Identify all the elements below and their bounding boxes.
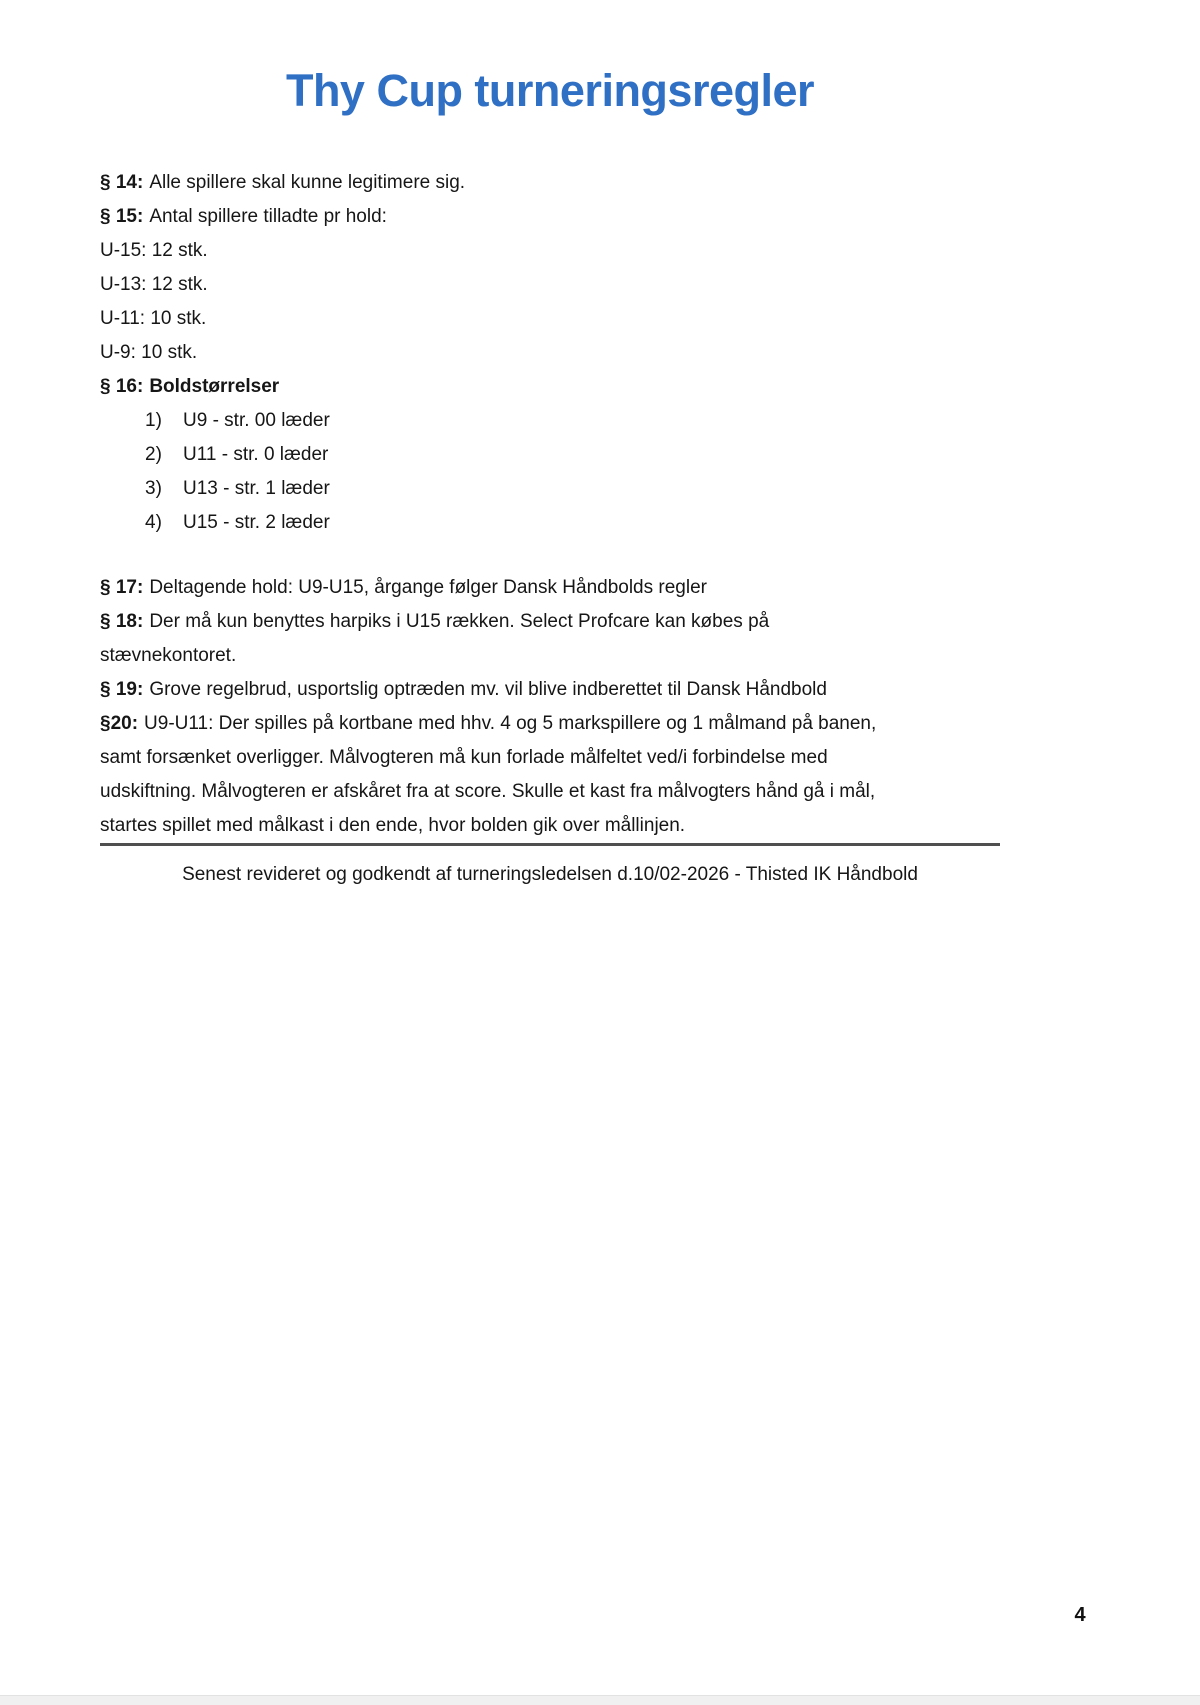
paragraph-14-label: § 14: (100, 172, 144, 193)
squad-size-u15: U-15: 12 stk. (100, 240, 208, 261)
document-content (100, 0, 1000, 892)
paragraph-20-line-4: startes spillet med målkast i den ende, hvor bolden gik over mållinjen. (100, 815, 686, 836)
paragraph-17-label: § 17: (100, 577, 144, 598)
squad-size-u9: U-9: 10 stk. (100, 342, 198, 363)
paragraph-15 (100, 200, 1000, 234)
paragraph-16-text: Boldstørrelser (149, 376, 280, 397)
ball-size-item-4-number: 4) (145, 512, 162, 533)
revision-note: Senest revideret og godkendt af turneringsledelsen d.10/02-2026 - Thisted IK Håndbold (182, 864, 918, 885)
paragraph-15-text: Antal spillere tilladte pr hold: (149, 206, 387, 227)
ball-size-item-2-number: 2) (145, 444, 162, 465)
page-number: 4 (1074, 1604, 1086, 1626)
paragraph-20 (100, 707, 1000, 843)
ball-size-item-2-text: U11 - str. 0 læder (183, 444, 329, 465)
paragraph-19-label: § 19: (100, 679, 144, 700)
paragraph-20-line-3: udskiftning. Målvogteren er afskåret fra at score. Skulle et kast fra målvogters hånd gå i mål, (100, 781, 876, 802)
squad-size-u13: U-13: 12 stk. (100, 274, 208, 295)
paragraph-17 (100, 571, 1000, 605)
paragraph-14 (100, 166, 1000, 200)
paragraph-20-line-1: U9-U11: Der spilles på kortbane med hhv. 4 og 5 markspillere og 1 målmand på banen, (144, 713, 877, 734)
ball-size-item-1-text: U9 - str. 00 læder (183, 410, 330, 431)
paragraph-20-line-2: samt forsænket overligger. Målvogteren må kun forlade målfeltet ved/i forbindelse med (100, 747, 828, 768)
ball-size-item-3 (145, 472, 1000, 506)
ball-size-item-1 (145, 404, 1000, 438)
paragraph-18-line-1: Der må kun benyttes harpiks i U15 rækken. Select Profcare kan købes på (149, 611, 770, 632)
paragraph-18-label: § 18: (100, 611, 144, 632)
ball-size-item-1-number: 1) (145, 410, 162, 431)
ball-size-list (100, 404, 1000, 540)
ball-size-item-3-number: 3) (145, 478, 162, 499)
paragraph-15-label: § 15: (100, 206, 144, 227)
paragraph-19-text: Grove regelbrud, usportslig optræden mv. vil blive indberettet til Dansk Håndbold (149, 679, 827, 700)
squad-size-u11: U-11: 10 stk. (100, 308, 207, 329)
page-bottom-edge (0, 1695, 1200, 1705)
paragraph-16 (100, 370, 1000, 404)
ball-size-item-2 (145, 438, 1000, 472)
paragraph-16-label: § 16: (100, 376, 144, 397)
footer-divider (100, 843, 1000, 846)
paragraph-18 (100, 605, 1000, 673)
paragraph-17-text: Deltagende hold: U9-U15, årgange følger Dansk Håndbolds regler (149, 577, 707, 598)
paragraph-18-line-2: stævnekontoret. (100, 645, 237, 666)
document-title: Thy Cup turneringsregler (285, 65, 815, 116)
ball-size-item-4-text: U15 - str. 2 læder (183, 512, 330, 533)
paragraph-19 (100, 673, 1000, 707)
ball-size-item-4 (145, 506, 1000, 540)
ball-size-item-3-text: U13 - str. 1 læder (183, 478, 330, 499)
paragraph-14-text: Alle spillere skal kunne legitimere sig. (149, 172, 466, 193)
paragraph-20-label: §20: (100, 713, 139, 734)
